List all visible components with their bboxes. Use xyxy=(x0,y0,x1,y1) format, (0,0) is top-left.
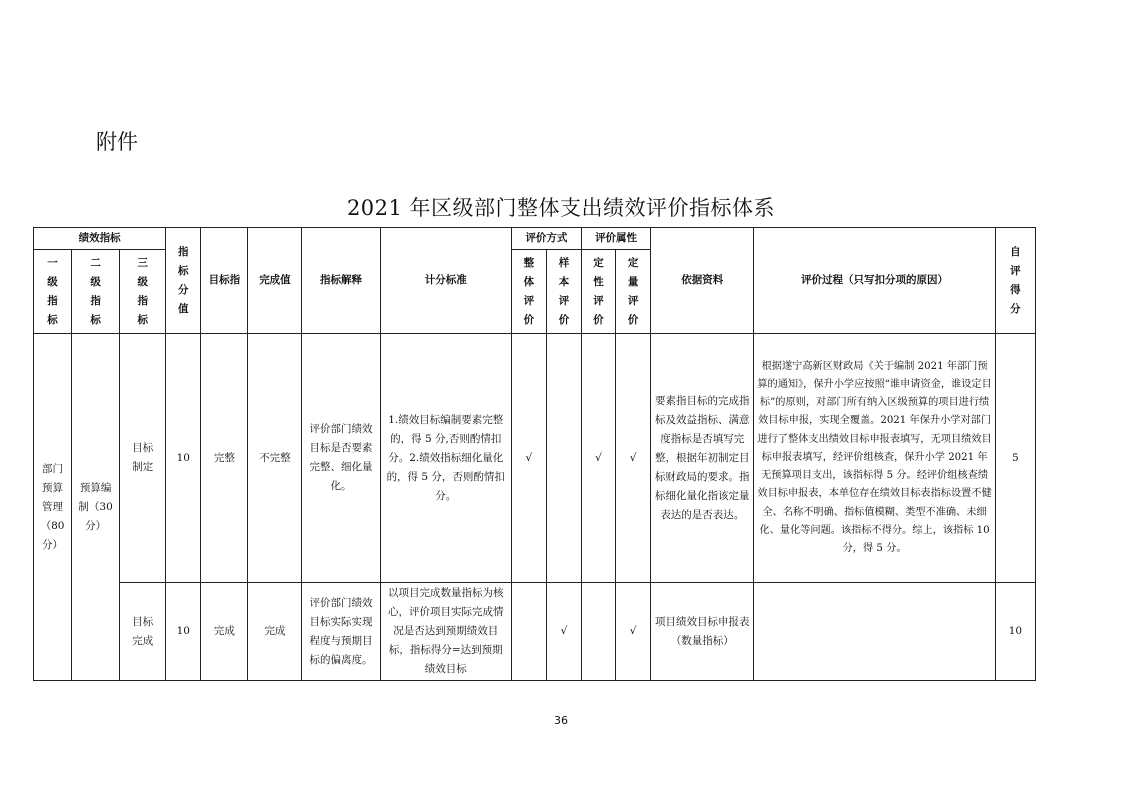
table-row xyxy=(34,334,1036,583)
basis-cell: 要素指目标的完成指标及效益指标、满意度指标是否填写完整，根据年初制定目标财政局的要求。指标细化量化指该定量表达的是否表达。 xyxy=(651,334,754,583)
header-basis-material: 依据资料 xyxy=(651,228,754,334)
completed-cell: 完成 xyxy=(248,583,302,681)
completed-cell: 不完整 xyxy=(248,334,302,583)
qualitative-eval-cell: √ xyxy=(582,334,616,583)
page-number: 36 xyxy=(554,714,568,727)
level3-cell: 目标完成 xyxy=(120,583,166,681)
attachment-label: 附件 xyxy=(96,130,138,154)
header-scoring-standard: 计分标准 xyxy=(380,228,511,334)
header-target-value: 目标指 xyxy=(201,228,248,334)
header-level1: 一级指标 xyxy=(34,250,72,334)
header-quantitative-eval: 定量评价 xyxy=(616,250,651,334)
header-overall-eval: 整体评价 xyxy=(511,250,546,334)
process-cell: 根据遂宁高新区财政局《关于编制 2021 年部门预算的通知》，保升小学应按照“谁申请资金，谁设定目标”的原则，对部门所有纳入区级预算的项目进行绩效目标申报，实现全覆盖。2021 年保升小学对部门进行了整体支出绩效目标申报表填写，无项目绩效目标申报表填写，经评价组核查，保升小学 2021 年无预算项目支出，该指标得 5 分。经评价组核查绩效目标申报表，本单位存在绩效目标表指标设置不健全、名称不明确、指标值模糊、类型不准确、未细化、量化等问题。该指标不得分。综上，该指标 10 分，得 5 分。 xyxy=(754,334,995,583)
standard-cell: 1.绩效目标编制要素完整的，得 5 分,否则酌情扣分。2.绩效指标细化量化的，得 5 分，否则酌情扣分。 xyxy=(380,334,511,583)
sample-eval-cell xyxy=(546,334,581,583)
header-level3: 三级指标 xyxy=(120,250,166,334)
indicator-table xyxy=(33,227,1036,681)
header-evaluation-method: 评价方式 xyxy=(511,228,581,250)
header-sample-eval: 样本评价 xyxy=(546,250,581,334)
overall-eval-cell xyxy=(511,583,546,681)
header-evaluation-attribute: 评价属性 xyxy=(582,228,651,250)
header-level2: 二级指标 xyxy=(72,250,120,334)
overall-eval-cell: √ xyxy=(511,334,546,583)
header-performance-indicator: 绩效指标 xyxy=(34,228,166,250)
header-row-1 xyxy=(34,228,1036,250)
quantitative-eval-cell: √ xyxy=(616,334,651,583)
explanation-cell: 评价部门绩效目标是否要素完整、细化量化。 xyxy=(302,334,380,583)
header-indicator-explanation: 指标解释 xyxy=(302,228,380,334)
self-score-cell: 5 xyxy=(995,334,1035,583)
quantitative-eval-cell: √ xyxy=(616,583,651,681)
header-indicator-score: 指标分值 xyxy=(166,228,201,334)
target-cell: 完成 xyxy=(201,583,248,681)
qualitative-eval-cell xyxy=(582,583,616,681)
self-score-cell: 10 xyxy=(995,583,1035,681)
explanation-cell: 评价部门绩效目标实际实现程度与预期目标的偏离度。 xyxy=(302,583,380,681)
sample-eval-cell: √ xyxy=(546,583,581,681)
level1-cell: 部门预算管理（80分） xyxy=(34,334,72,681)
header-qualitative-eval: 定性评价 xyxy=(582,250,616,334)
standard-cell: 以项目完成数量指标为核心，评价项目实际完成情况是否达到预期绩效目标，指标得分=达到预期绩效目标 xyxy=(380,583,511,681)
table-row xyxy=(34,583,1036,681)
header-self-score: 自评得分 xyxy=(995,228,1035,334)
header-evaluation-process: 评价过程（只写扣分项的原因） xyxy=(754,228,995,334)
header-completed-value: 完成值 xyxy=(248,228,302,334)
level2-cell: 预算编制（30分） xyxy=(72,334,120,681)
target-cell: 完整 xyxy=(201,334,248,583)
page-title: 2021 年区级部门整体支出绩效评价指标体系 xyxy=(346,196,776,220)
basis-cell: 项目绩效目标申报表（数量指标） xyxy=(651,583,754,681)
level3-cell: 目标制定 xyxy=(120,334,166,583)
score-cell: 10 xyxy=(166,583,201,681)
process-cell xyxy=(754,583,995,681)
score-cell: 10 xyxy=(166,334,201,583)
